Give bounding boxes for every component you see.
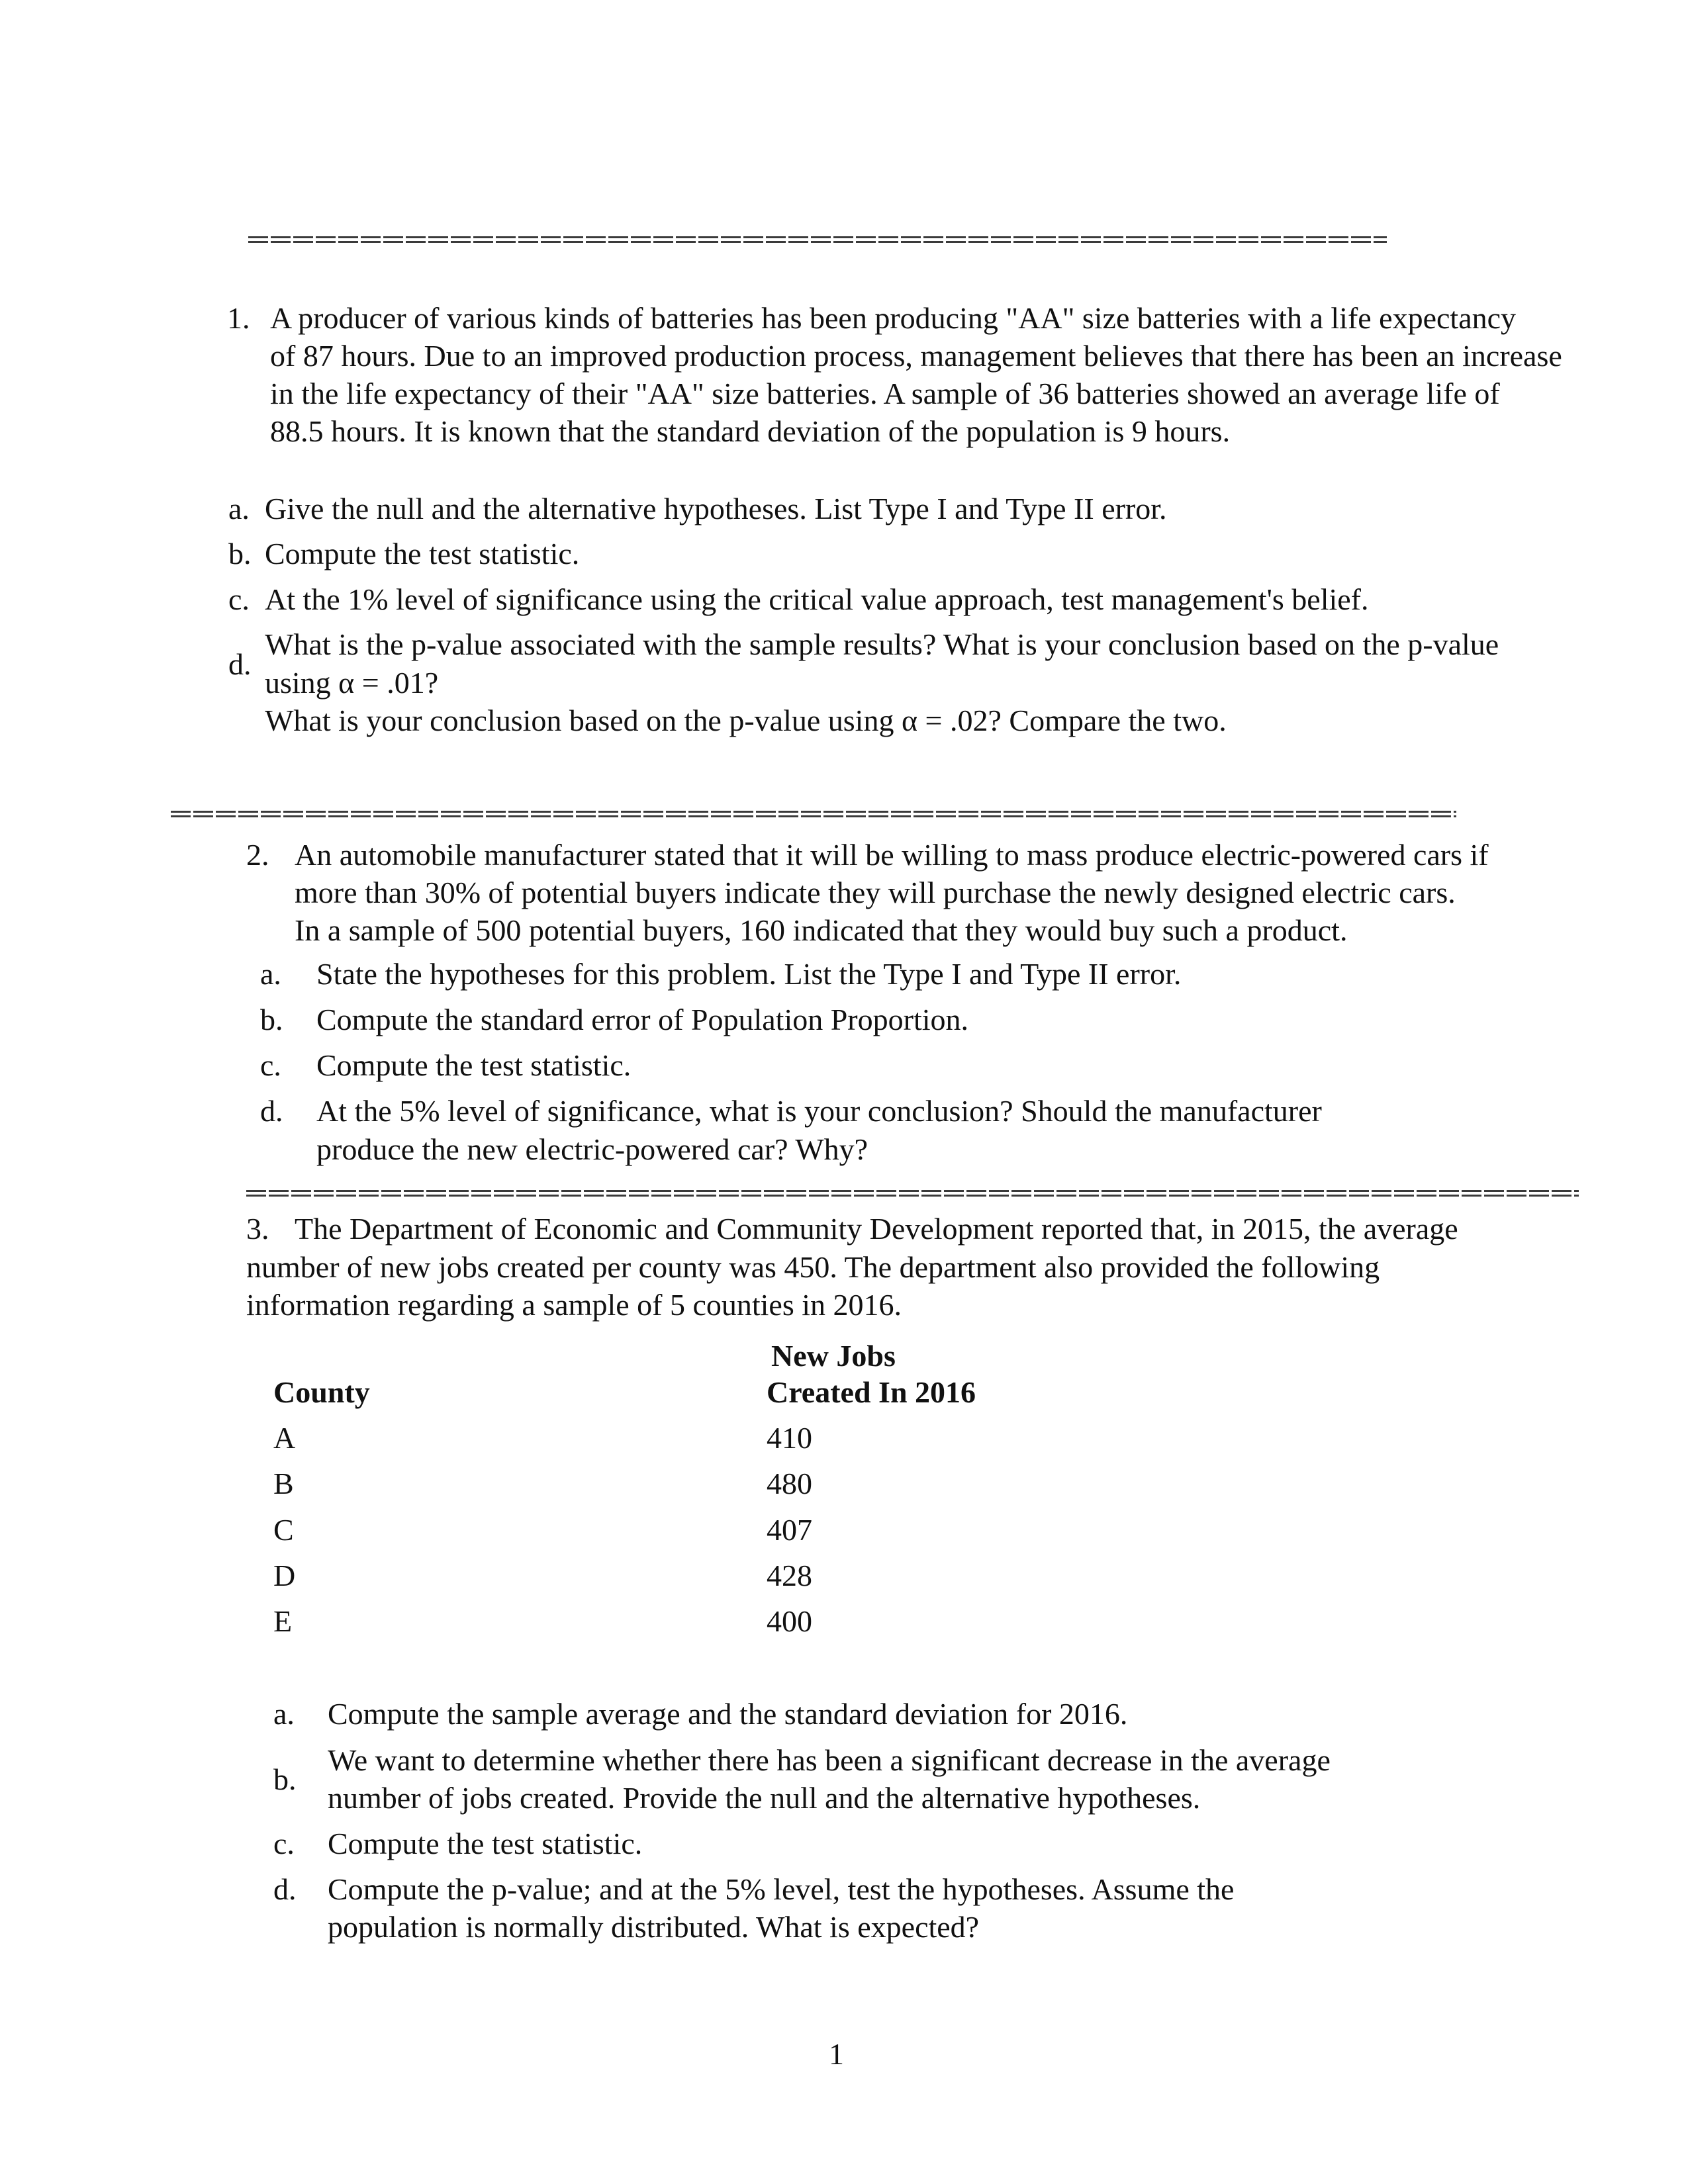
part-label: b. [228, 537, 252, 570]
part-text: Give the null and the alternative hypotheses. List Type I and Type II error. [265, 492, 1167, 525]
question-text-line: in the life expectancy of their "AA" size batteries. A sample of 36 batteries showed an average life of [270, 377, 1500, 410]
county-cell: E [273, 1604, 293, 1638]
question-number: 2. [246, 838, 269, 872]
part-label: c. [228, 582, 250, 616]
jobs-cell: 480 [767, 1467, 812, 1500]
question-number: 3. [246, 1212, 269, 1246]
part-label: c. [273, 1827, 295, 1860]
part-text: Compute the test statistic. [265, 537, 580, 570]
county-cell: A [273, 1421, 296, 1455]
part-label: d. [273, 1872, 297, 1906]
jobs-cell: 407 [767, 1513, 812, 1547]
separator-line [171, 811, 1456, 817]
separator-line [248, 236, 1387, 243]
part-label: b. [273, 1762, 297, 1796]
question-text-line: more than 30% of potential buyers indicate they will purchase the newly designed electric cars. [295, 876, 1456, 909]
part-text: Compute the test statistic. [316, 1048, 632, 1082]
part-text: What is the p-value associated with the sample results? What is your conclusion based on the p-value [265, 627, 1499, 661]
jobs-cell: 428 [767, 1559, 812, 1592]
question-text-line: The Department of Economic and Community Development reported that, in 2015, the average [295, 1212, 1458, 1246]
question-number: 1. [227, 301, 250, 335]
jobs-cell: 400 [767, 1604, 812, 1638]
county-cell: B [273, 1467, 294, 1500]
part-text: State the hypotheses for this problem. List the Type I and Type II error. [316, 957, 1182, 991]
county-cell: D [273, 1559, 296, 1592]
question-text-line: A producer of various kinds of batteries has been producing "AA" size batteries with a life expectancy [270, 301, 1517, 335]
part-text: Compute the standard error of Population Proportion. [316, 1003, 969, 1036]
part-label: a. [273, 1697, 295, 1731]
part-text: number of jobs created. Provide the null and the alternative hypotheses. [328, 1781, 1201, 1815]
part-label: a. [228, 492, 250, 525]
part-text: At the 5% level of significance, what is your conclusion? Should the manufacturer [316, 1094, 1322, 1128]
question-text-line: information regarding a sample of 5 counties in 2016. [246, 1288, 902, 1322]
question-text-line: of 87 hours. Due to an improved production process, management believes that there has been an increase [270, 339, 1562, 373]
part-text: population is normally distributed. What is expected? [328, 1910, 980, 1944]
part-text: We want to determine whether there has been a significant decrease in the average [328, 1743, 1331, 1777]
county-cell: C [273, 1513, 294, 1547]
question-text-line: An automobile manufacturer stated that it will be willing to mass produce electric-powered cars if [295, 838, 1489, 872]
question-text-line: number of new jobs created per county was 450. The department also provided the following [246, 1250, 1380, 1284]
jobs-cell: 410 [767, 1421, 812, 1455]
part-label: d. [260, 1094, 283, 1128]
part-text: At the 1% level of significance using the critical value approach, test management's belief. [265, 582, 1369, 616]
table-header-jobs-line2: Created In 2016 [767, 1375, 976, 1409]
part-text: produce the new electric-powered car? Why? [316, 1132, 868, 1166]
part-label: a. [260, 957, 281, 991]
question-text-line: In a sample of 500 potential buyers, 160 indicated that they would buy such a product. [295, 913, 1348, 947]
part-text: Compute the sample average and the standard deviation for 2016. [328, 1697, 1128, 1731]
part-text: Compute the p-value; and at the 5% level, test the hypotheses. Assume the [328, 1872, 1235, 1906]
table-header-county: County [273, 1375, 370, 1409]
page-number: 1 [829, 2037, 844, 2071]
question-text-line: 88.5 hours. It is known that the standard deviation of the population is 9 hours. [270, 414, 1231, 448]
part-text: using α = .01? [265, 666, 439, 700]
table-header-jobs-line1: New Jobs [771, 1339, 896, 1373]
part-label: c. [260, 1048, 281, 1082]
separator-line [246, 1190, 1579, 1197]
part-label: d. [228, 647, 252, 681]
part-label: b. [260, 1003, 283, 1036]
part-text: Compute the test statistic. [328, 1827, 643, 1860]
part-text: What is your conclusion based on the p-value using α = .02? Compare the two. [265, 704, 1227, 737]
